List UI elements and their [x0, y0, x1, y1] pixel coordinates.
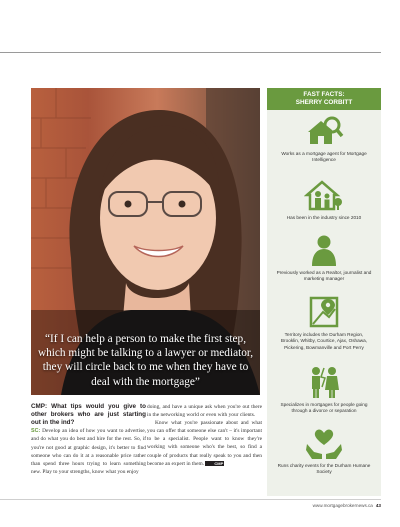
map-pin-icon — [304, 295, 344, 329]
fact-text: Territory includes the Durham Region, Brooklin, Whitby, Courtice, Ajax, Oshawa, Pickering, Bowmanville and Port Perry — [280, 332, 368, 350]
fact-text: Previously worked as a Realtor, journalist and marketing manager — [276, 270, 372, 282]
top-rule — [0, 52, 381, 53]
fast-facts-subject: SHERRY CORBITT — [295, 99, 353, 106]
fact-item — [267, 233, 381, 283]
answer-continuation: doing, and have a unique ask when you're out there in the networking world or even with your clients. — [147, 404, 262, 419]
fact-text: Works as a mortgage agent for Mortgage Intelligence — [281, 151, 367, 163]
fact-item — [267, 178, 381, 221]
fact-text: Has been in the industry since 2010 — [286, 215, 362, 220]
page-footer — [313, 503, 381, 508]
fact-item — [267, 426, 381, 476]
fast-facts-heading — [267, 88, 381, 110]
answer-text-2: Know what you're passionate about and what you can offer that someone else can't – it's important to be a specialist. People want to know they're working with someone who's the best, so find a couple of products that really speak to you and then become an expert in them. — [147, 420, 262, 467]
portrait-photo — [31, 88, 260, 395]
bottom-rule — [0, 499, 381, 500]
fast-facts-sidebar — [267, 88, 381, 496]
heart-hands-icon — [304, 426, 344, 460]
separation-icon — [304, 365, 344, 399]
end-mark: CMP — [205, 461, 224, 466]
answer-text: Develop an idea of how you want to advertise, and do what you do best and hire for the rest. So, if you're not good at graphic design, it's better to find someone who can do it at a reasonable price rather than spend three hours trying to learn something new. Play to your strengths, know what you enjoy — [31, 428, 146, 475]
answer-paragraph-2 — [147, 419, 262, 468]
page-number: 43 — [375, 503, 381, 508]
fact-item — [267, 114, 381, 164]
answer-label: SC: — [31, 428, 41, 435]
person-silhouette-icon — [304, 233, 344, 267]
interview-question: CMP: What tips would you give to other brokers who are just starting out in the ind? — [31, 403, 146, 426]
fact-text: Specializes in mortgages for people going through a divorce or separation — [280, 402, 368, 414]
fast-facts-title: FAST FACTS: — [303, 91, 345, 98]
fact-text: Runs charity events for the Durham Humane Society — [277, 463, 371, 475]
pull-quote: “If I can help a person to make the first step, which might be talking to a lawyer or mediator, they will circle back to me when they have to deal with the mortgage” — [37, 332, 254, 388]
family-house-icon — [304, 178, 344, 212]
fact-item — [267, 295, 381, 351]
article-column-1 — [31, 403, 146, 476]
answer-paragraph — [31, 427, 146, 476]
fact-item — [267, 365, 381, 415]
footer-url: www.mortgagebrokernews.ca — [312, 503, 373, 508]
article-column-2 — [147, 403, 262, 468]
house-search-icon — [304, 114, 344, 148]
